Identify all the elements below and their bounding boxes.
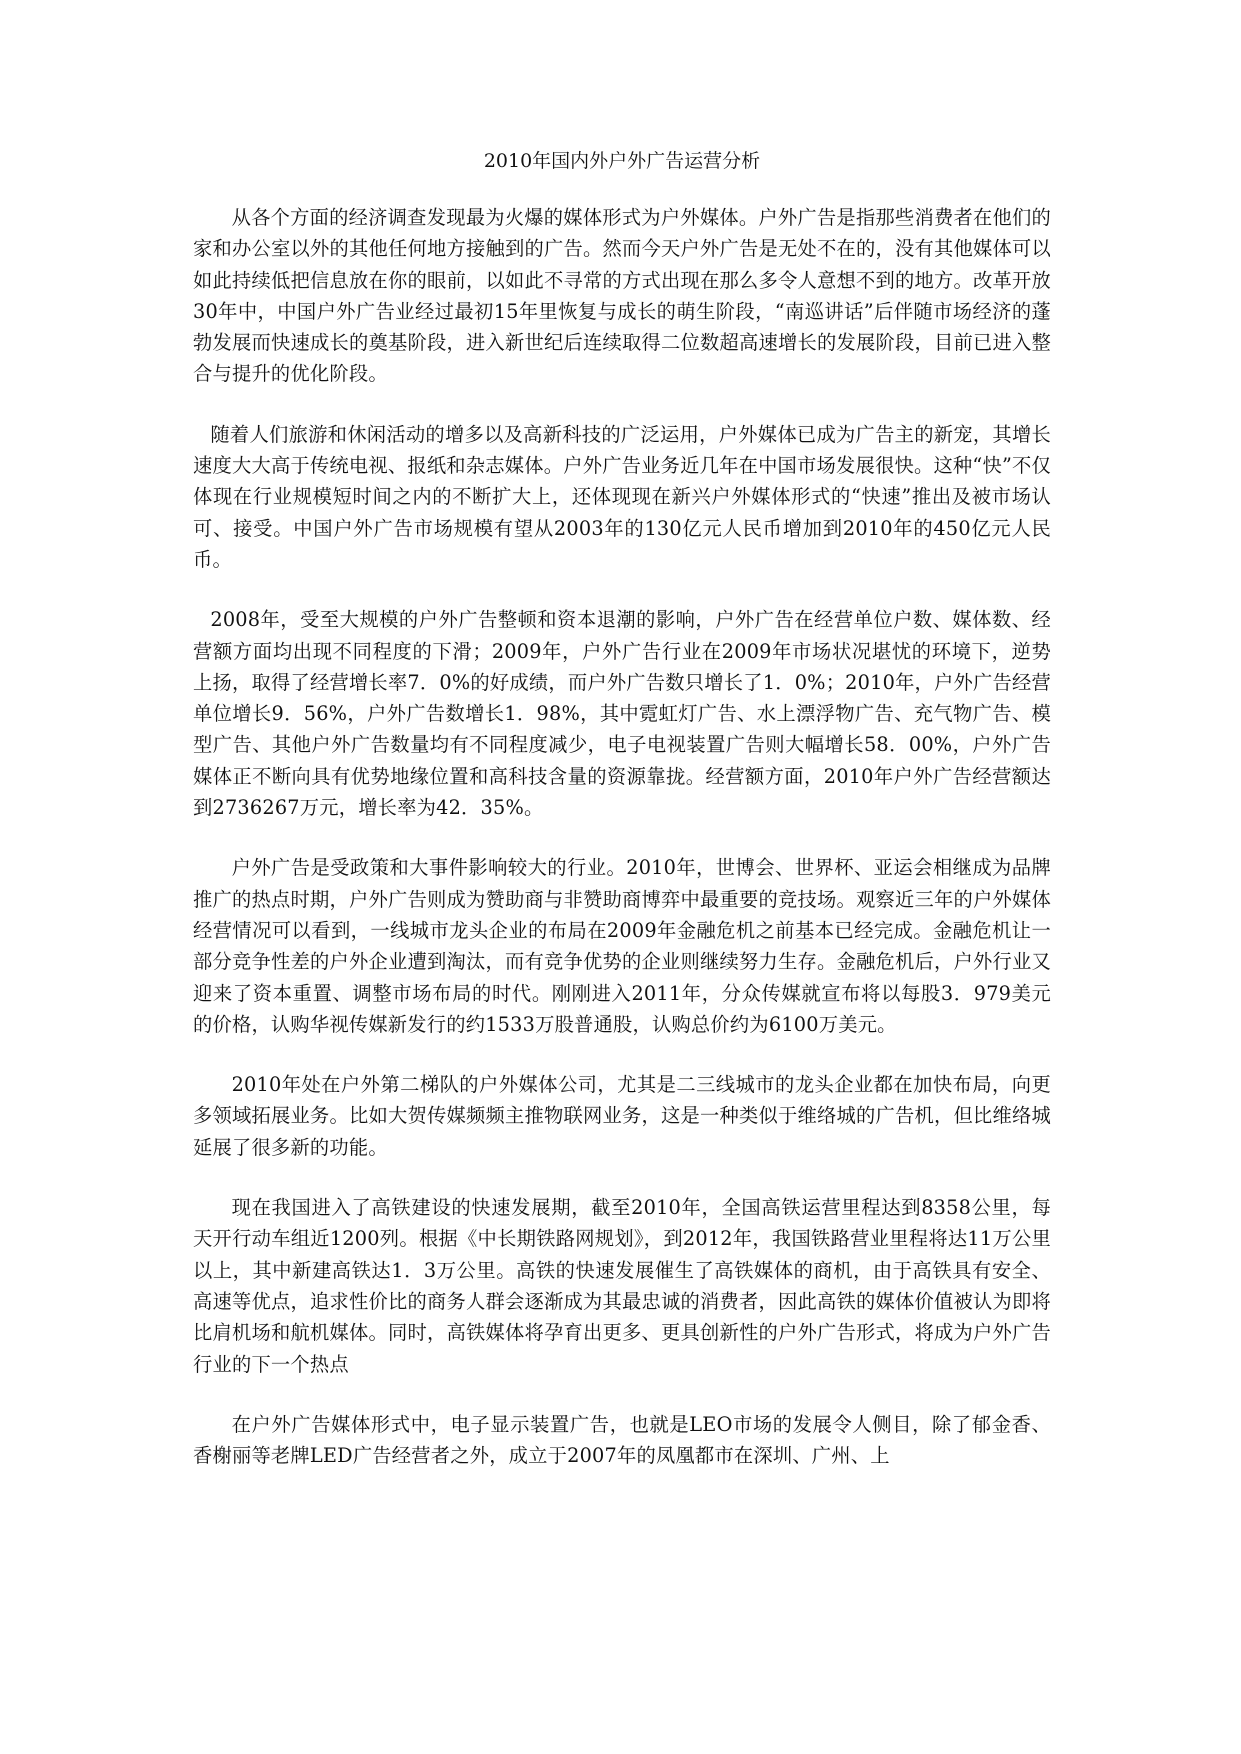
- paragraph-2: 随着人们旅游和休闲活动的增多以及高新科技的广泛运用，户外媒体已成为广告主的新宠，其增长速度大大高于传统电视、报纸和杂志媒体。户外广告业务近几年在中国市场发展很快。这种“快”不仅体现在行业规模短时间之内的不断扩大上，还体现现在新兴户外媒体形式的“快速”推出及被市场认可、接受。中国户外广告市场规模有望从2003年的130亿元人民币增加到2010年的450亿元人民币。: [193, 422, 1051, 571]
- paragraph-3: 2008年，受至大规模的户外广告整顿和资本退潮的影响，户外广告在经营单位户数、媒体数、经营额方面均出现不同程度的下滑；2009年，户外广告行业在2009年市场状况堪忧的环境下，逆势上扬，取得了经营增长率7．0%的好成绩，而户外广告数只增长了1．0%；2010年，户外广告经营单位增长9．56%，户外广告数增长1．98%，其中霓虹灯广告、水上漂浮物广告、充气物广告、模型广告、其他户外广告数量均有不同程度减少，电子电视装置广告则大幅增长58．00%，户外广告媒体正不断向具有优势地缘位置和高科技含量的资源靠拢。经营额方面，2010年户外广告经营额达到2736267万元，增长率为42．35%。: [193, 608, 1051, 820]
- document-page: [193, 146, 1051, 1500]
- document-title: 2010年国内外户外广告运营分析: [483, 150, 761, 172]
- paragraph-4: 户外广告是受政策和大事件影响较大的行业。2010年，世博会、世界杯、亚运会相继成为品牌推广的热点时期，户外广告则成为赞助商与非赞助商博弈中最重要的竞技场。观察近三年的户外媒体经营情况可以看到，一线城市龙头企业的布局在2009年金融危机之前基本已经完成。金融危机让一部分竞争性差的户外企业遭到淘汰，而有竞争优势的企业则继续努力生存。金融危机后，户外行业又迎来了资本重置、调整市场布局的时代。刚刚进入2011年，分众传媒就宣布将以每股3．979美元的价格，认购华视传媒新发行的约1533万股普通股，认购总价约为6100万美元。: [193, 856, 1051, 1036]
- paragraph-5: 2010年处在户外第二梯队的户外媒体公司，尤其是二三线城市的龙头企业都在加快布局，向更多领域拓展业务。比如大贺传媒频频主推物联网业务，这是一种类似于维络城的广告机，但比维络城延展了很多新的功能。: [193, 1073, 1051, 1159]
- paragraph-6: 现在我国进入了高铁建设的快速发展期，截至2010年，全国高铁运营里程达到8358公里，每天开行动车组近1200列。根据《中长期铁路网规划》，到2012年，我国铁路营业里程将达11万公里以上，其中新建高铁达1．3万公里。高铁的快速发展催生了高铁媒体的商机，由于高铁具有安全、高速等优点，追求性价比的商务人群会逐渐成为其最忠诚的消费者，因此高铁的媒体价值被认为即将比肩机场和航机媒体。同时，高铁媒体将孕育出更多、更具创新性的户外广告形式，将成为户外广告行业的下一个热点: [193, 1196, 1051, 1376]
- paragraph-1: 从各个方面的经济调查发现最为火爆的媒体形式为户外媒体。户外广告是指那些消费者在他们的家和办公室以外的其他任何地方接触到的广告。然而今天户外广告是无处不在的，没有其他媒体可以如此持续低把信息放在你的眼前，以如此不寻常的方式出现在那么多令人意想不到的地方。改革开放30年中，中国户外广告业经过最初15年里恢复与成长的萌生阶段，“南巡讲话”后伴随市场经济的蓬勃发展而快速成长的奠基阶段，进入新世纪后连续取得二位数超高速增长的发展阶段，目前已进入整合与提升的优化阶段。: [193, 206, 1051, 386]
- paragraph-7: 在户外广告媒体形式中，电子显示装置广告，也就是LEO市场的发展令人侧目，除了郁金香、香榭丽等老牌LED广告经营者之外，成立于2007年的凤凰都市在深圳、广州、上: [193, 1412, 1051, 1468]
